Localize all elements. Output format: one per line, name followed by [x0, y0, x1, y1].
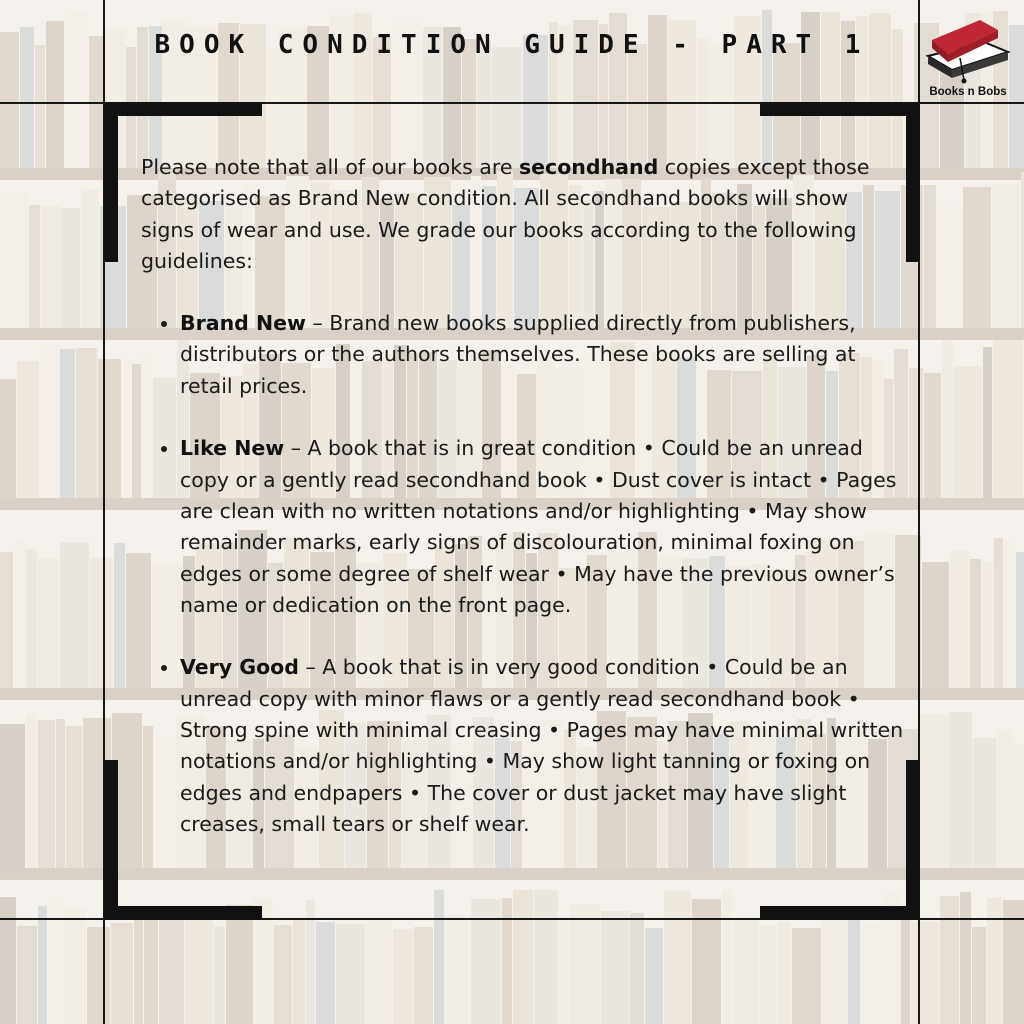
grade-item-like-new	[180, 433, 906, 621]
intro-paragraph	[141, 152, 906, 277]
grade-description: – A book that is in great condition • Could be an unread copy or a gently read secondhand book • Dust cover is intact • Pages are clean with no written notations and/or highlighting • May show remainder marks, early signs of discolouration, minimal foxing on edges or some degree of shelf wear • May have the previous owner’s name or dedication on the front page.	[180, 436, 897, 617]
grade-name: Very Good	[180, 655, 299, 680]
grade-name: Brand New	[180, 311, 306, 336]
intro-text-start: Please note that all of our books are	[141, 155, 519, 179]
grade-description: – Brand new books supplied directly from publishers, distributors or the authors themselves. These books are selling at retail prices.	[180, 311, 856, 398]
grade-name: Like New	[180, 436, 285, 461]
intro-text-end: copies except those categorised as Brand New condition. All secondhand books will show signs of wear and use. We grade our books according to the following guidelines:	[141, 155, 870, 273]
grade-description: – A book that is in very good condition • Could be an unread copy with minor flaws or a gently read secondhand book • Strong spine with minimal creasing • Pages may have minimal written notations and/or highlighting • May show light tanning or foxing on edges and endpapers • The cover or dust jacket may have slight creases, small tears or shelf wear.	[180, 655, 904, 836]
intro-emphasis: secondhand	[518, 155, 659, 179]
page-title: BOOK CONDITION GUIDE - PART 1	[154, 30, 870, 60]
grade-item-very-good	[180, 652, 906, 840]
condition-guide-body	[141, 152, 906, 872]
grade-item-brand-new	[180, 308, 906, 402]
logo-text: Books n Bobs	[929, 86, 1007, 98]
grade-list	[141, 308, 906, 840]
